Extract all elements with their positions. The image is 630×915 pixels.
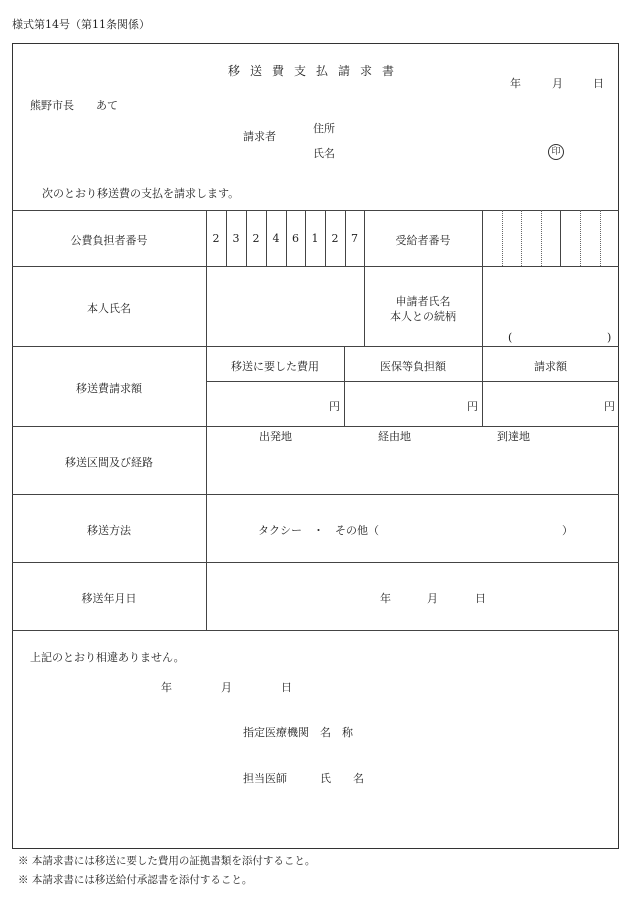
- person-name-label: 本人氏名: [87, 302, 131, 315]
- transfer-day-label: 日: [475, 592, 486, 605]
- seal-mark: 印: [548, 144, 564, 160]
- relationship-paren-open: (: [508, 331, 513, 344]
- recipient-cell-divider: [521, 210, 522, 266]
- recipient-number-label: 受給者番号: [395, 234, 451, 247]
- note-2: ※ 本請求書には移送給付承認書を添付すること。: [18, 874, 253, 886]
- transfer-year-label: 年: [380, 592, 391, 605]
- departure-label: 出発地: [259, 430, 292, 443]
- payer-digit: 4: [272, 232, 280, 245]
- payer-number-label: 公費負担者番号: [70, 234, 148, 247]
- recipient-cell-divider: [580, 210, 581, 266]
- rule-6: [12, 562, 619, 563]
- recipient-cell-divider: [600, 210, 601, 266]
- col-divider: [206, 210, 207, 630]
- rule-1: [12, 210, 619, 211]
- name-label: 氏名: [313, 147, 335, 160]
- relationship-paren-close: ): [607, 331, 612, 344]
- rule-4: [12, 426, 619, 427]
- payer-digit: 7: [351, 232, 358, 245]
- intro-text: 次のとおり移送費の支払を請求します。: [42, 187, 240, 200]
- doctor-label: 担当医師 氏 名: [243, 772, 364, 785]
- rule-2: [12, 266, 619, 267]
- claim-header: 請求額: [534, 360, 567, 373]
- via-label: 経由地: [378, 430, 411, 443]
- method-label: 移送方法: [87, 524, 131, 537]
- payer-digit: 2: [252, 232, 260, 245]
- payer-digit: 3: [232, 232, 240, 245]
- claim-yen: 円: [604, 400, 615, 413]
- transfer-date-label: 移送年月日: [81, 592, 137, 605]
- form-number: 様式第14号（第11条関係）: [12, 18, 150, 31]
- certification-statement: 上記のとおり相違ありません。: [30, 651, 185, 664]
- recipient-cell-divider: [541, 210, 542, 266]
- rule-3: [12, 346, 619, 347]
- method-options: タクシー ・ その他（: [258, 524, 379, 537]
- header-month-label: 月: [552, 77, 563, 90]
- claimant-label: 請求者: [243, 130, 276, 143]
- claim-amount-row-label: 移送費請求額: [76, 382, 142, 395]
- applicant-name-label: 申請者氏名: [395, 295, 451, 308]
- address-label: 住所: [313, 122, 335, 135]
- rule-5: [12, 494, 619, 495]
- cost-yen: 円: [329, 400, 340, 413]
- rule-3a: [206, 381, 619, 382]
- arrival-label: 到達地: [497, 430, 530, 443]
- payer-digit: 6: [292, 232, 299, 245]
- payer-digit: 2: [331, 232, 339, 245]
- insurance-yen: 円: [467, 400, 478, 413]
- col-divider-mid: [364, 210, 365, 346]
- recipient-cell-divider: [502, 210, 503, 266]
- rule-7: [12, 630, 619, 631]
- cert-year-label: 年: [161, 681, 172, 694]
- cert-month-label: 月: [221, 681, 232, 694]
- transfer-month-label: 月: [427, 592, 438, 605]
- payer-digit: 2: [212, 232, 220, 245]
- header-year-label: 年: [510, 77, 521, 90]
- insurance-header: 医保等負担額: [380, 360, 446, 373]
- form-title: 移送費支払請求書: [228, 64, 405, 78]
- relationship-label: 本人との続柄: [390, 310, 456, 323]
- institution-label: 指定医療機関 名 称: [243, 726, 353, 739]
- recipient-mayor: 熊野市長 あて: [30, 99, 118, 112]
- cost-header: 移送に要した費用: [231, 360, 319, 373]
- header-day-label: 日: [593, 77, 604, 90]
- col-divider-right: [482, 210, 483, 346]
- payer-digit: 1: [311, 232, 319, 245]
- note-1: ※ 本請求書には移送に要した費用の証拠書類を添付すること。: [18, 855, 316, 867]
- method-close-paren: ）: [562, 524, 573, 537]
- route-label: 移送区間及び経路: [65, 456, 153, 469]
- cert-day-label: 日: [281, 681, 292, 694]
- recipient-cell-divider: [560, 210, 561, 266]
